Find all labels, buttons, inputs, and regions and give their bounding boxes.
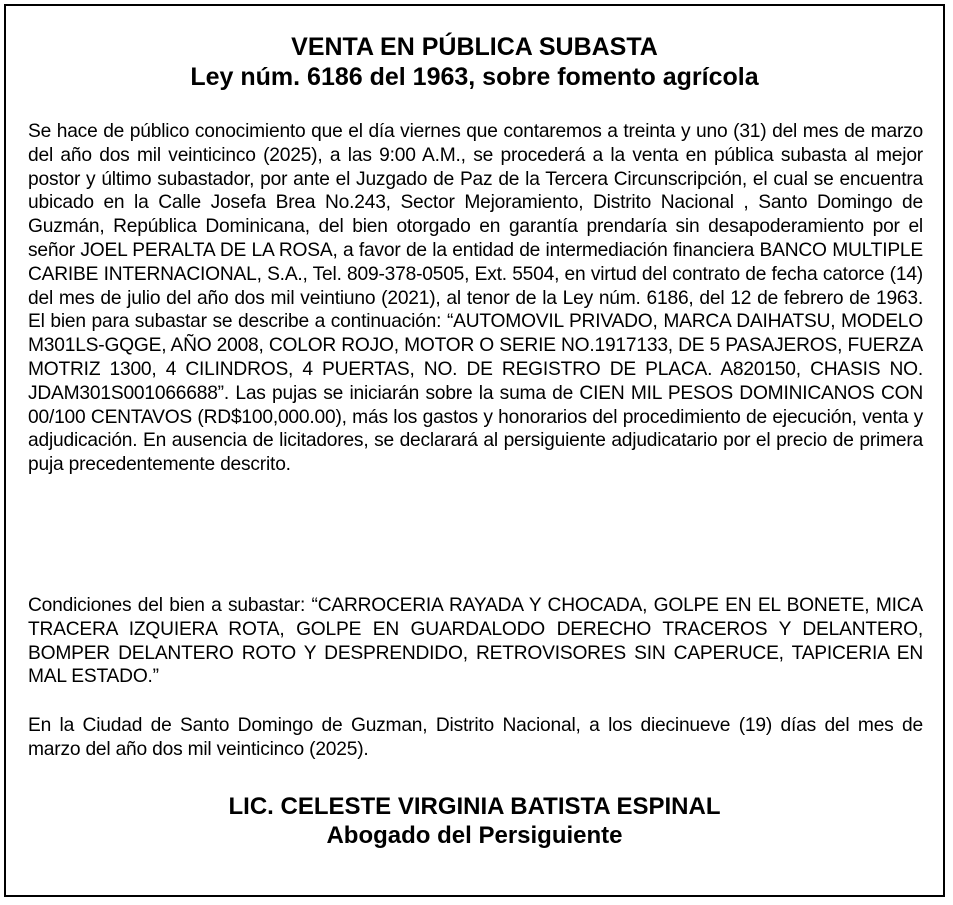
notice-title: VENTA EN PÚBLICA SUBASTA — [291, 33, 658, 61]
signatory-role: Abogado del Persiguiente — [326, 822, 623, 849]
notice-subtitle: Ley núm. 6186 del 1963, sobre fomento agrícola — [190, 63, 759, 91]
notice-date-paragraph: En la Ciudad de Santo Domingo de Guzman, Distrito Nacional, a los diecinueve (19) días del mes de marzo del año dos mil veinticinco (2025). — [28, 715, 923, 760]
notice-conditions-paragraph: Condiciones del bien a subastar: “CARROCERIA RAYADA Y CHOCADA, GOLPE EN EL BONETE, MICA TRACERA IZQUIERA ROTA, GOLPE EN GUARDALODO DERECHO TRACEROS Y DELANTERO, BOMPER DELANTERO ROTO Y DESPRENDIDO, RETROVISORES SIN CAPERUCE, TAPICERIA EN MAL ESTADO.” — [28, 595, 923, 688]
signatory-name: LIC. CELESTE VIRGINIA BATISTA ESPINAL — [228, 793, 721, 820]
notice-body-paragraph: Se hace de público conocimiento que el día viernes que contaremos a treinta y uno (31) del mes de marzo del año dos mil veinticinco (2025), a las 9:00 A.M., se procederá a la venta en pública subasta al mejor postor y último subastador, por ante el Juzgado de Paz de la Tercera Circunscripción, el cual se encuentra ubicado en la Calle Josefa Brea No.243, Sector Mejoramiento, Distrito Nacional , Santo Domingo de Guzmán, República Dominicana, del bien otorgado en garantía prendaría sin desapoderamiento por el señor JOEL PERALTA DE LA ROSA, a favor de la entidad de intermediación financiera BANCO MULTIPLE CARIBE INTERNACIONAL, S.A., Tel. 809-378-0505, Ext. 5504, en virtud del contrato de fecha catorce (14) del mes de julio del año dos mil veintiuno (2021), al tenor de la Ley núm. 6186, del 12 de febrero de 1963. El bien para subastar se describe a continuación: “AUTOMOVIL PRIVADO, MARCA DAIHATSU, MODELO M301LS-GQGE, AÑO 2008, COLOR ROJO, MOTOR O SERIE NO.1917133, DE 5 PASAJEROS, FUERZA MOTRIZ 1300, 4 CILINDROS, 4 PUERTAS, NO. DE REGISTRO DE PLACA. A820150, CHASIS NO. JDAM301S001066688”. Las pujas se iniciarán sobre la suma de CIEN MIL PESOS DOMINICANOS CON 00/100 CENTAVOS (RD$100,000.00), más los gastos y honorarios del procedimiento de ejecución, venta y adjudicación. En ausencia de licitadores, se declarará al persiguiente adjudicatario por el precio de primera puja precedentemente descrito. — [28, 121, 923, 476]
legal-notice — [4, 4, 945, 897]
